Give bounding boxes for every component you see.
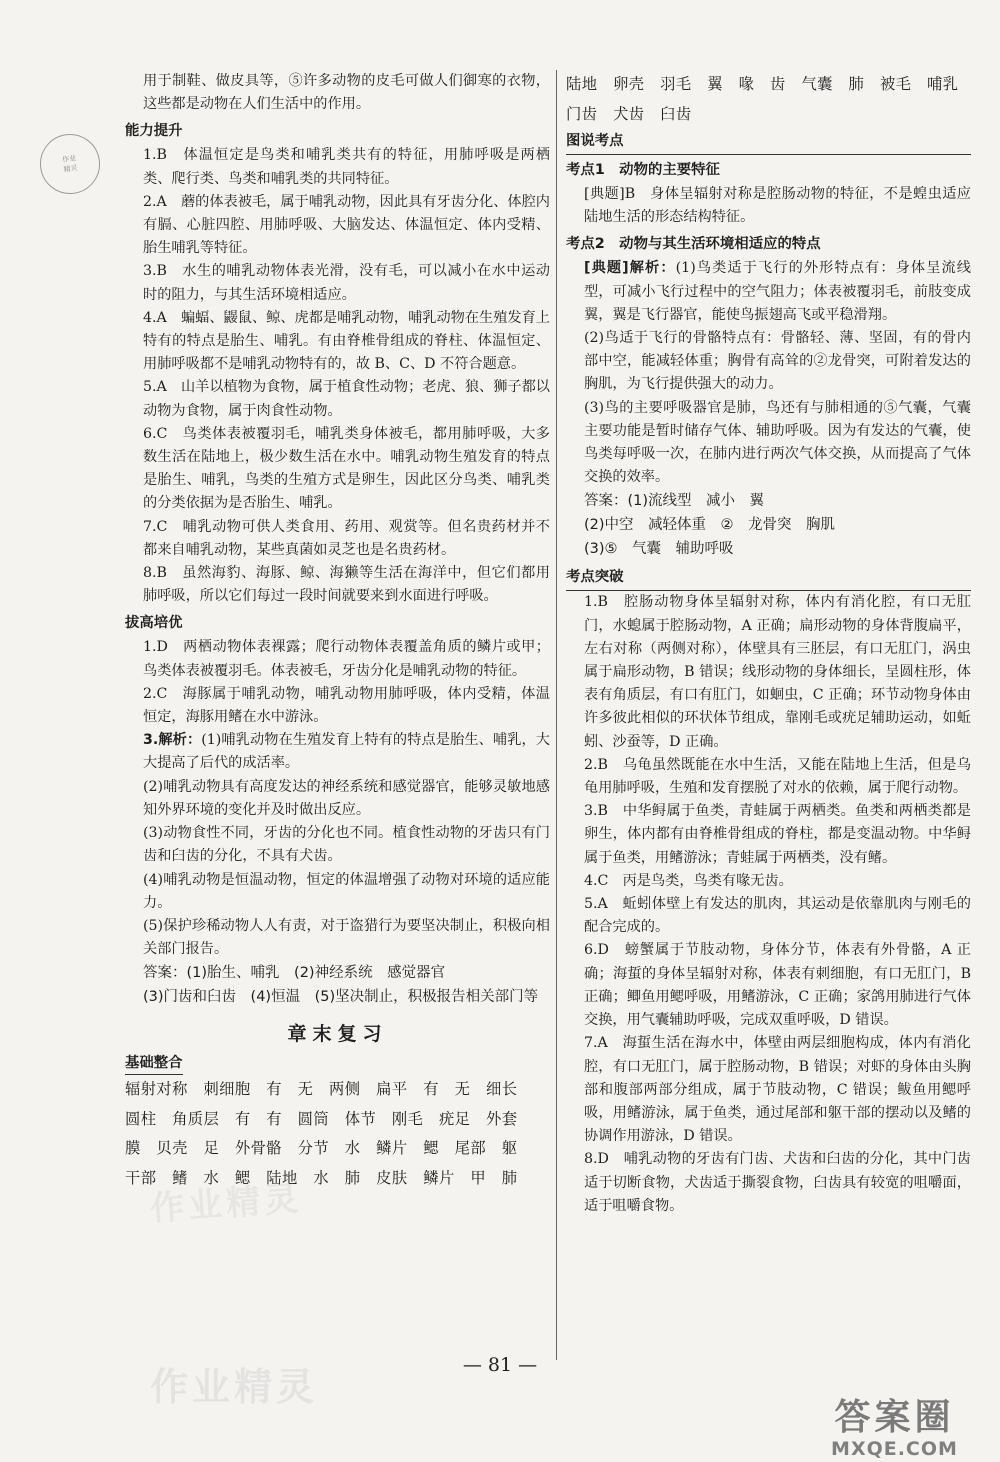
answer-item: 1.B 腔肠动物身体呈辐射对称，体内有消化腔，有口无肛门，水螅属于腔肠动物，A 正确；扁形动物的身体背腹扁平，左右对称（两侧对称），体壁具有三胚层，有口无肛门，涡虫属于扁形动物，B 错误；线形动物的身体细长，呈圆柱形，体表有角质层，有口有肛门，如蛔虫，C 正确；环节动物身体由许多彼此相似的环状体节组成，靠刚毛或疣足辅助运动，如蚯蚓、沙蚕等，D 正确。 [584, 594, 971, 750]
answer-item: 2.A 蘑的体表被毛，属于哺乳动物，因此具有牙齿分化、体腔内有膈、心脏四腔、用肺呼吸、大脑发达、体温恒定、体内受精、胎生哺乳等特征。 [143, 193, 550, 257]
answer-item: 8.D 哺乳动物的牙齿有门齿、犬齿和臼齿的分化，其中门齿适于切断食物，犬齿适于撕裂食物，臼齿具有较宽的咀嚼面，适于咀嚼食物。 [584, 1151, 971, 1214]
section-title-tupo: 考点突破 [566, 565, 971, 591]
keyword-line: 陆地 卵壳 羽毛 翼 喙 齿 气囊 肺 被毛 哺乳 [566, 75, 959, 93]
answer-item: 4.A 蝙蝠、鼹鼠、鲸、虎都是哺乳动物，哺乳动物在生殖发育上特有的特点是胎生、哺乳。有由脊椎骨组成的脊柱、体温恒定、用肺呼吸都不是哺乳动物特有的，故 B、C、D 不符合题意。 [143, 309, 550, 373]
site-watermark-logo [802, 1398, 987, 1460]
right-column [566, 70, 971, 1218]
answer-item: 7.A 海蜇生活在海水中，体壁由两层细胞构成，体内有消化腔，有口无肛门，属于腔肠动物，B 错误；对虾的身体由头胸部和腹部两部分组成，属于节肢动物，C 错误；鲅鱼用鳃呼吸，用鳍游泳，属于鱼类，通过尾部和躯干部的摆动以及鳍的协调作用游泳，D 错误。 [584, 1035, 971, 1145]
analysis-para: (2)鸟适于飞行的骨骼特点有：骨骼轻、薄、坚固，有的骨内部中空，能减轻体重；胸骨有高耸的②龙骨突，可附着发达的胸肌，为飞行提供强大的动力。 [584, 330, 971, 393]
answer-item: 7.C 哺乳动物可供人类食用、药用、观赏等。但名贵药材并不都来自哺乳动物，某些真菌如灵芝也是名贵药材。 [143, 518, 550, 558]
page-number: — 81 — [462, 1354, 538, 1376]
keyword-line: 干部 鳍 水 鳃 陆地 水 肺 皮肤 鳞片 甲 肺 [125, 1168, 518, 1187]
analysis-label: 3.解析： [143, 732, 202, 749]
answer-item: 1.B 体温恒定是鸟类和哺乳类共有的特征，用肺呼吸是两栖类、爬行类、鸟类和哺乳类的共同特征。 [143, 147, 550, 187]
logo-url: MXQE.COM [831, 1438, 958, 1460]
answer-line: 答案：(1)胎生、哺乳 (2)神经系统 感觉器官 [143, 965, 446, 982]
kaodian-1-title: 考点1 动物的主要特征 [566, 162, 720, 178]
section-title-tushuo: 图说考点 [566, 129, 971, 155]
left-column [125, 70, 550, 1193]
analysis-para: (5)保护珍稀动物人人有责，对于盗猎行为要坚决制止，积极向相关部门报告。 [143, 917, 550, 958]
logo-text: 答案圈 [834, 1397, 955, 1438]
analysis-label: [典题]解析： [584, 260, 676, 277]
answer-item: 1.D 两栖动物体表裸露；爬行动物体表覆盖角质的鳞片或甲；鸟类体表被覆羽毛。体表被毛，牙齿分化是哺乳动物的特征。 [143, 639, 550, 679]
answer-item: 4.C 丙是鸟类，鸟类有喙无齿。 [584, 872, 793, 889]
chapter-title: 章末复习 [287, 1023, 388, 1046]
faint-watermark: 作业精灵 [149, 1178, 304, 1230]
answer-item: 3.B 水生的哺乳动物体表光滑，没有毛，可以减小在水中运动时的阻力，与其生活环境相适应。 [143, 263, 550, 303]
analysis-para: (3)鸟的主要呼吸器官是肺，鸟还有与肺相通的⑤气囊，气囊主要功能是暂时储存气体、辅助呼吸。因为有发达的气囊，使鸟类每呼吸一次，在肺内进行两次气体交换，从而提高了气体交换的效率。 [584, 399, 971, 486]
answer-item: 3.B 中华鲟属于鱼类，青蛙属于两栖类。鱼类和两栖类都是卵生，体内都有由脊椎骨组成的脊柱，都是变温动物。中华鲟属于鱼类，用鳍游泳；青蛙属于两栖类，没有鳍。 [584, 803, 971, 866]
answer-item-analysis [125, 729, 550, 775]
answer-item: 2.B 乌龟虽然既能在水中生活，又能在陆地上生活，但是乌龟用肺呼吸，生殖和发育摆脱了对水的依赖，属于爬行动物。 [584, 756, 971, 797]
answer-item: 5.A 山羊以植物为食物，属于植食性动物；老虎、狼、狮子都以动物为食物，属于肉食性动物。 [143, 379, 550, 419]
column-divider [556, 70, 557, 1360]
answer-item: 6.C 鸟类体表被覆羽毛，哺乳类身体被毛，都用肺呼吸，大多数生活在陆地上，极少数生活在水中。哺乳动物生殖发育的特点是胎生、哺乳，鸟类的生殖方式是卵生，因此区分鸟类、哺乳类的分类依据为是否胎生、哺乳。 [143, 425, 550, 512]
answer-line: (3)⑤ 气囊 辅助呼吸 [584, 541, 734, 558]
section-title-bagao: 拔高培优 [125, 615, 183, 632]
answer-item: 8.B 虽然海豹、海豚、鲸、海獭等生活在海洋中，但它们都用肺呼吸，所以它们每过一段时间就要来到水面进行呼吸。 [143, 565, 550, 605]
section-title-nengli: 能力提升 [125, 123, 183, 140]
answer-item: 2.C 海豚属于哺乳动物，哺乳动物用肺呼吸，体内受精，体温恒定，海豚用鳍在水中游泳。 [143, 685, 550, 726]
answer-line: (2)中空 减轻体重 ② 龙骨突 胸肌 [584, 517, 836, 534]
keyword-line: 圆柱 角质层 有 有 圆筒 体节 刚毛 疣足 外套 [125, 1109, 518, 1128]
kaodian-1-text: [典题]B 身体呈辐射对称是腔肠动物的特征，不是蝗虫适应陆地生活的形态结构特征。 [584, 186, 971, 226]
analysis-para: (2)哺乳动物具有高度发达的神经系统和感觉器官，能够灵敏地感知外界环境的变化并及时做出反应。 [143, 778, 550, 818]
answer-line: (3)门齿和臼齿 (4)恒温 (5)坚决制止，积极报告相关部门等 [143, 989, 539, 1006]
analysis-text: (1)哺乳动物在生殖发育上特有的特点是胎生、哺乳，大大提高了后代的成活率。 [143, 732, 550, 772]
seal-stamp: 作业 精灵 [36, 130, 104, 198]
intro-text: 用于制鞋、做皮具等，⑤许多动物的皮毛可做人们御寒的衣物，这些都是动物在人们生活中的作用。 [143, 73, 550, 113]
analysis-para: (3)动物食性不同，牙齿的分化也不同。植食性动物的牙齿只有门齿和臼齿的分化，不具有犬齿。 [143, 825, 550, 865]
kaodian-2-title: 考点2 动物与其生活环境相适应的特点 [566, 236, 821, 253]
analysis-text: (1)鸟类适于飞行的外形特点有：身体呈流线型，可减小飞行过程中的空气阻力；体表被覆羽毛，前肢变成翼，翼是飞行器官，能使鸟振翅高飞或平稳滑翔。 [584, 260, 971, 323]
answer-item: 6.D 螃蟹属于节肢动物，身体分节，体表有外骨骼，A 正确；海蜇的身体呈辐射对称，体表有刺细胞，有口无肛门，B 正确；鲫鱼用鳃呼吸，用鳍游泳，C 正确；家鸽用肺进行气体交换，用气囊辅助呼吸，完成双重呼吸，D 错误。 [584, 942, 971, 1029]
section-title-jichu: 基础整合 [125, 1052, 183, 1075]
keyword-line: 辐射对称 刺细胞 有 无 两侧 扁平 有 无 细长 [125, 1080, 518, 1099]
answer-item: 5.A 蚯蚓体壁上有发达的肌肉，其运动是依靠肌肉与刚毛的配合完成的。 [584, 896, 971, 936]
kaodian-2-analysis [566, 257, 971, 327]
faint-watermark: 作业精灵 [150, 1365, 319, 1409]
keyword-line: 门齿 犬齿 臼齿 [566, 104, 692, 123]
keyword-line: 膜 贝壳 足 外骨骼 分节 水 鳞片 鳃 尾部 躯 [125, 1139, 518, 1158]
answer-line: 答案：(1)流线型 减小 翼 [584, 493, 765, 510]
analysis-para: (4)哺乳动物是恒温动物，恒定的体温增强了动物对环境的适应能力。 [143, 871, 550, 911]
